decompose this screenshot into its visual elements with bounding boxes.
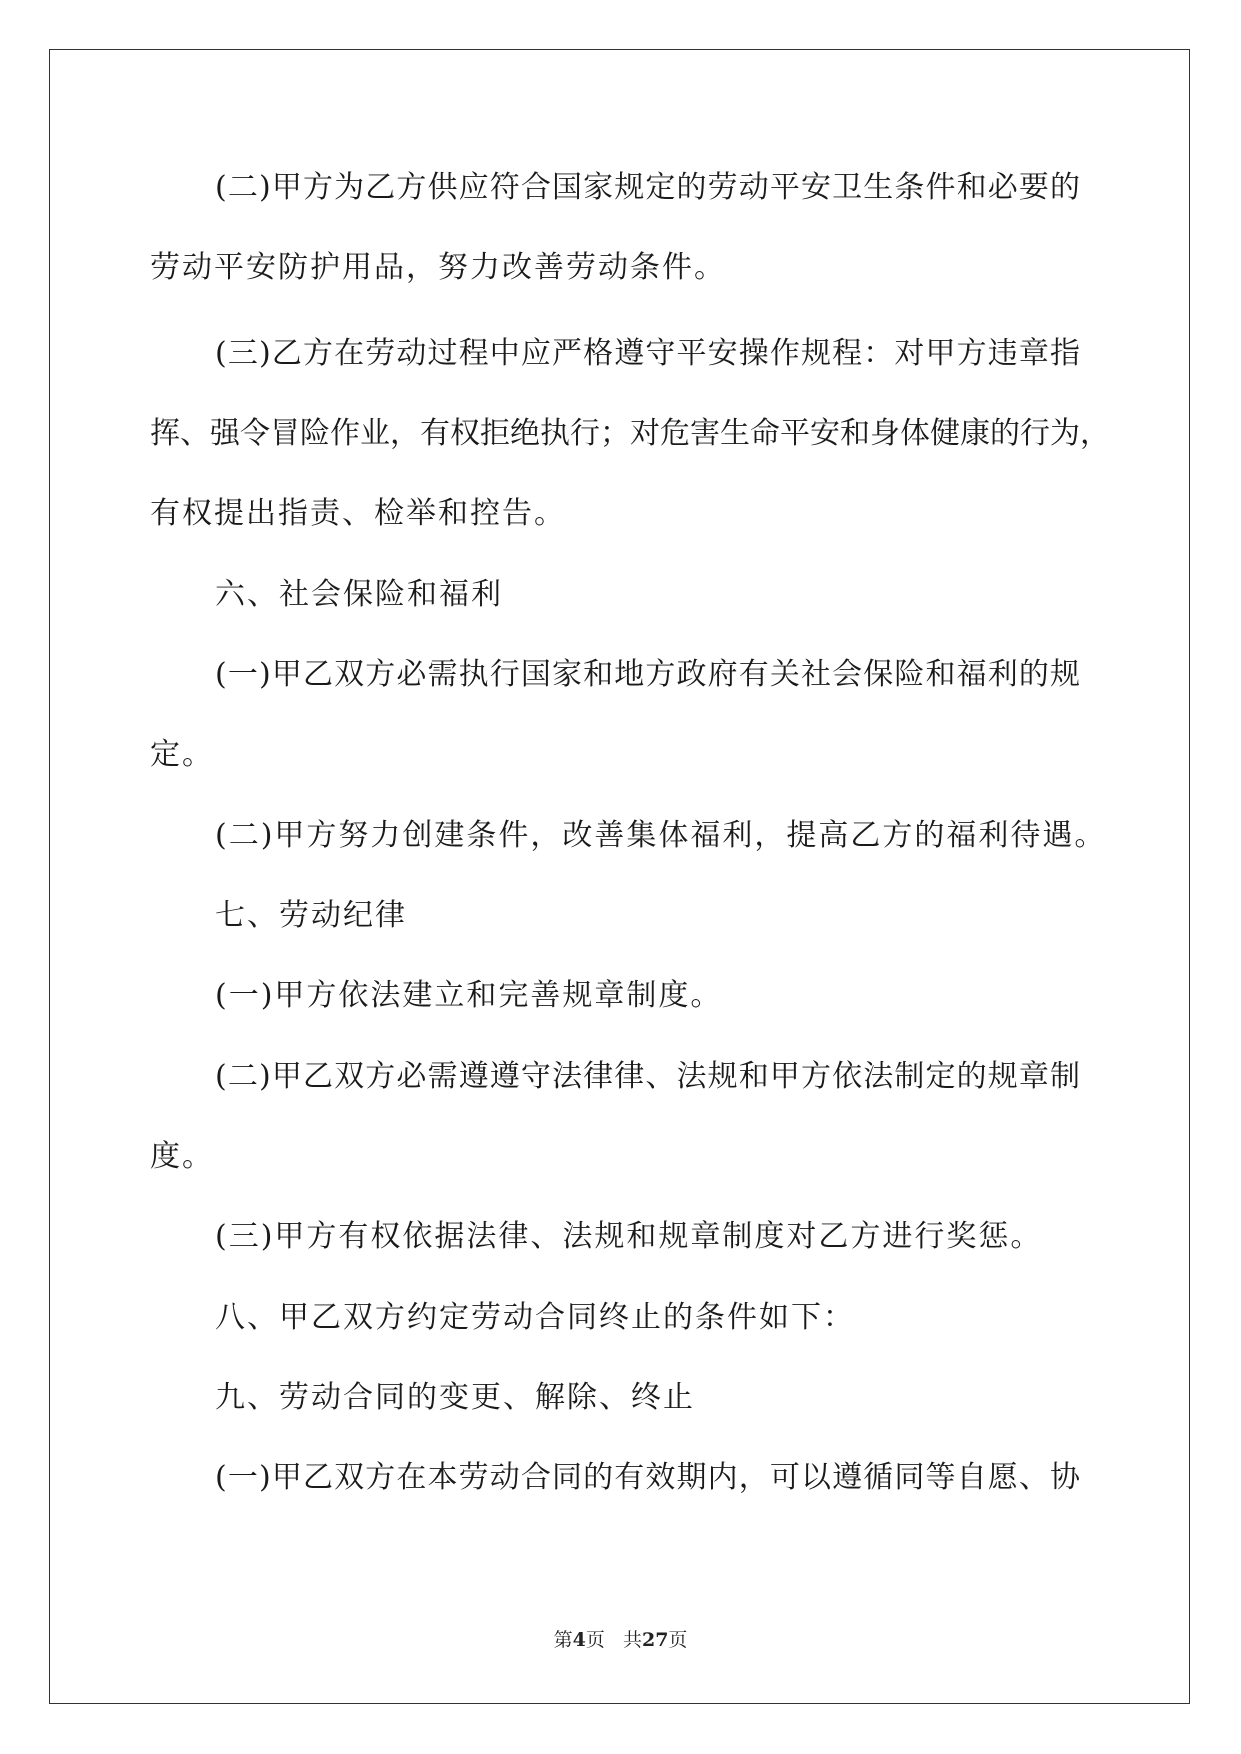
paragraph-line: ( 二 ) 甲 乙 双 方 必 需 遵 遵 守 法 律 律 、 法 规 和 甲 方 依 法 制 定 的 规 章 制 [215, 1059, 1080, 1094]
paragraph-line: (一)甲方依法建立和完善规章制度。 [215, 978, 723, 1013]
section-heading: 八、甲乙双方约定劳动合同终止的条件如下： [215, 1300, 855, 1335]
paragraph-line: ( 一 ) 甲 乙 双 方 在 本 劳 动 合 同 的 有 效 期 内 ， 可 以 遵 循 同 等 自 愿 、 协 [215, 1460, 1080, 1495]
footer-page-number: 4 [572, 1629, 586, 1651]
paragraph-line: 挥 、 强 令 冒 险 作 业 ， 有 权 拒 绝 执 行 ； 对 危 害 生 命 平 安 和 身 体 健 康 的 行 为 ， [150, 416, 1110, 451]
paragraph-line: 度。 [150, 1139, 214, 1174]
paragraph-line: 有权提出指责、检举和控告。 [150, 496, 566, 531]
section-heading: 九、劳动合同的变更、解除、终止 [215, 1380, 695, 1415]
footer-page-label: 页 [585, 1629, 605, 1651]
paragraph-line: (三)甲方有权依据法律、法规和规章制度对乙方进行奖惩。 [215, 1219, 1043, 1254]
footer-prefix: 第 [553, 1629, 573, 1651]
paragraph-line: (二)甲方努力创建条件，改善集体福利，提高乙方的福利待遇。 [215, 818, 1107, 853]
footer-total-prefix: 共 [622, 1629, 642, 1651]
footer-total-label: 页 [668, 1629, 688, 1651]
section-heading: 六、社会保险和福利 [215, 577, 503, 612]
paragraph-line: 定。 [150, 737, 214, 772]
paragraph-line: ( 一 ) 甲 乙 双 方 必 需 执 行 国 家 和 地 方 政 府 有 关 社 会 保 险 和 福 利 的 规 [215, 657, 1080, 692]
footer-total-pages: 27 [641, 1629, 669, 1651]
page-footer [0, 1628, 1241, 1652]
section-heading: 七、劳动纪律 [215, 898, 407, 933]
paragraph-line: 劳动平安防护用品，努力改善劳动条件。 [150, 250, 726, 285]
paragraph-line: ( 二 ) 甲 方 为 乙 方 供 应 符 合 国 家 规 定 的 劳 动 平 安 卫 生 条 件 和 必 要 的 [215, 170, 1080, 205]
page-border [49, 49, 1190, 1704]
paragraph-line: ( 三 ) 乙 方 在 劳 动 过 程 中 应 严 格 遵 守 平 安 操 作 规 程 ： 对 甲 方 违 章 指 [215, 336, 1080, 371]
